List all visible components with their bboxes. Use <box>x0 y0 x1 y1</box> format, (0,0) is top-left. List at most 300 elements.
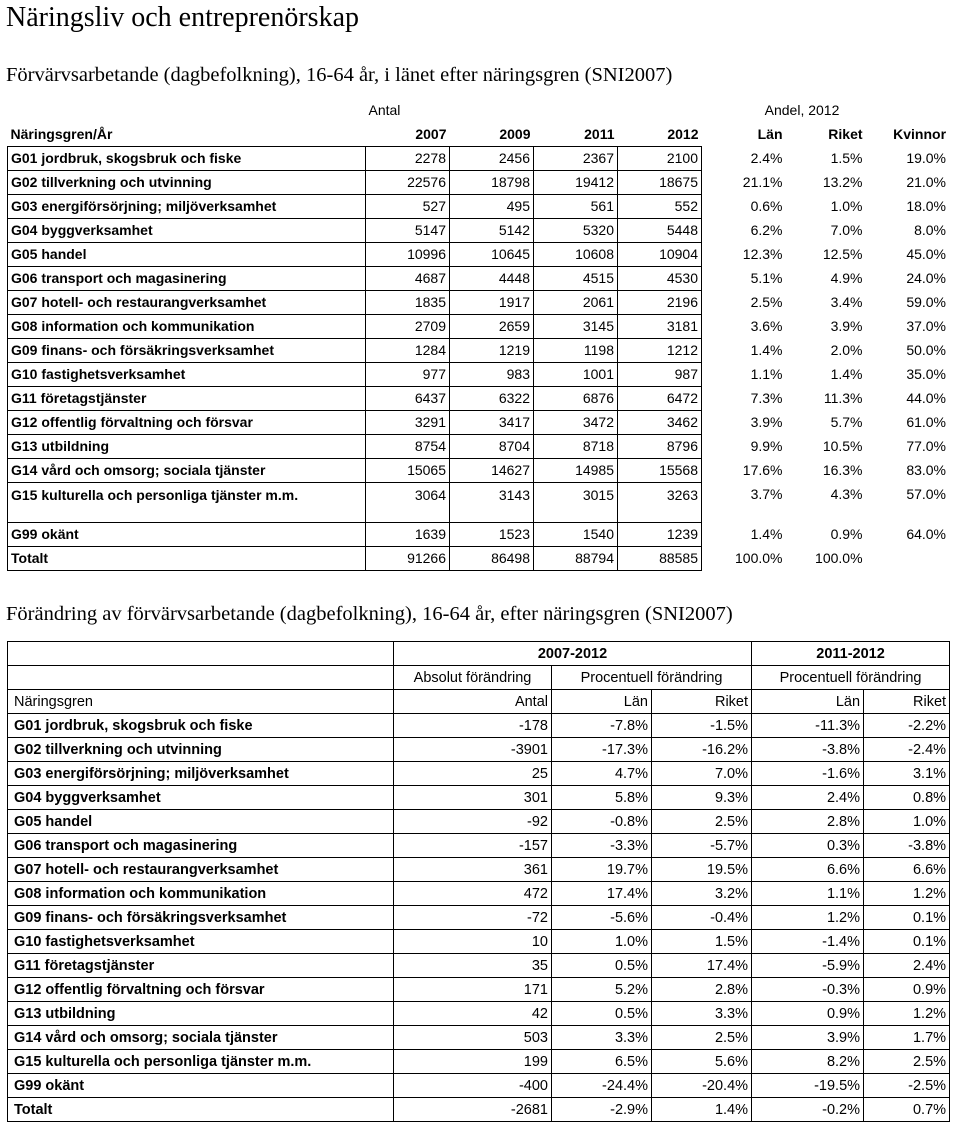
row-label: G09 finans- och försäkringsverksamhet <box>8 338 366 362</box>
cell-value: 1.2% <box>752 906 864 930</box>
row-label: G11 företagstjänster <box>8 954 394 978</box>
cell-value: 17.6% <box>742 462 783 478</box>
row-label: G10 fastighetsverksamhet <box>8 362 366 386</box>
row-label: G15 kulturella och personliga tjänster m.m. <box>8 482 366 522</box>
cell-value: 91266 <box>366 546 450 570</box>
cell-value: 11.3% <box>823 390 863 406</box>
row-label: G07 hotell- och restaurangverksamhet <box>8 290 366 314</box>
cell-value: 2.5% <box>864 1050 950 1074</box>
cell-value: -2.4% <box>864 738 950 762</box>
cell-value: 3.3% <box>552 1026 652 1050</box>
cell-value: 2196 <box>618 290 702 314</box>
cell-value: 472 <box>394 882 552 906</box>
table-row <box>8 858 950 882</box>
cell-value: 21.1% <box>742 174 783 190</box>
row-label: G08 information och kommunikation <box>8 882 394 906</box>
cell-value: 495 <box>450 194 534 218</box>
cell-value: -0.3% <box>752 978 864 1002</box>
cell-value: 0.9% <box>752 1002 864 1026</box>
employment-table <box>7 98 950 571</box>
cell-value: -1.5% <box>652 714 752 738</box>
cell-value: 19.5% <box>652 858 752 882</box>
cell-value: -72 <box>394 906 552 930</box>
cell-value: 2.5% <box>652 810 752 834</box>
cell-value: 1917 <box>450 290 534 314</box>
cell-value: 3.2% <box>652 882 752 906</box>
cell-value: -157 <box>394 834 552 858</box>
cell-value <box>866 546 950 570</box>
cell-value: -3901 <box>394 738 552 762</box>
cell-value: 3.6% <box>750 318 783 334</box>
cell-value: 14985 <box>534 458 618 482</box>
row-label: G01 jordbruk, skogsbruk och fiske <box>8 146 366 170</box>
cell-value: 1219 <box>450 338 534 362</box>
cell-value: -178 <box>394 714 552 738</box>
cell-value: 0.9% <box>864 978 950 1002</box>
cell-value: 4530 <box>618 266 702 290</box>
table-row <box>8 738 950 762</box>
cell-value: 88794 <box>534 546 618 570</box>
table-row <box>8 1074 950 1098</box>
cell-value: 987 <box>618 362 702 386</box>
section1-title: Förvärvsarbetande (dagbefolkning), 16-64 år, i länet efter näringsgren (SNI2007) <box>6 64 673 86</box>
cell-value: 3.9% <box>750 414 783 430</box>
cell-value: 45.0% <box>906 246 947 262</box>
cell-value: 1.2% <box>864 882 950 906</box>
cell-value: 0.1% <box>864 930 950 954</box>
section2-title: Förändring av förvärvsarbetande (dagbefolkning), 16-64 år, efter näringsgren (SNI2007) <box>6 603 733 625</box>
cell-value: 8704 <box>450 434 534 458</box>
cell-value: 0.6% <box>750 198 783 214</box>
cell-value: 4515 <box>534 266 618 290</box>
row-label: G14 vård och omsorg; sociala tjänster <box>8 1026 394 1050</box>
change-table <box>7 641 950 1122</box>
table-row <box>8 714 950 738</box>
cell-value: 6876 <box>534 386 618 410</box>
cell-value: 552 <box>618 194 702 218</box>
row-label: G07 hotell- och restaurangverksamhet <box>8 858 394 882</box>
cell-value: 4.3% <box>830 486 863 502</box>
cell-value: 59.0% <box>906 294 947 310</box>
table-row <box>8 762 950 786</box>
cell-value: 3064 <box>366 482 450 522</box>
cell-value: 3472 <box>534 410 618 434</box>
table-row <box>8 194 950 218</box>
column-header: Län <box>752 690 864 714</box>
cell-value: 5320 <box>534 218 618 242</box>
cell-value: 0.1% <box>864 906 950 930</box>
cell-value: 1212 <box>618 338 702 362</box>
table-row <box>8 170 950 194</box>
cell-value: 57.0% <box>906 486 947 502</box>
cell-value: -400 <box>394 1074 552 1098</box>
table-row <box>8 1098 950 1122</box>
table-row <box>8 242 950 266</box>
column-header: Antal <box>394 690 552 714</box>
table-row <box>8 1002 950 1026</box>
cell-value: 6.6% <box>864 858 950 882</box>
cell-value: -0.4% <box>652 906 752 930</box>
cell-value: 5.7% <box>830 414 863 430</box>
cell-value: 2.5% <box>652 1026 752 1050</box>
cell-value: 977 <box>366 362 450 386</box>
cell-value: 2.0% <box>830 342 863 358</box>
cell-value: 199 <box>394 1050 552 1074</box>
cell-value: 3.9% <box>752 1026 864 1050</box>
cell-value: 17.4% <box>552 882 652 906</box>
cell-value: 1523 <box>450 522 534 546</box>
cell-value: -3.8% <box>752 738 864 762</box>
cell-value: 1198 <box>534 338 618 362</box>
sub-header-absolut: Absolut förändring <box>394 666 552 690</box>
cell-value: 1001 <box>534 362 618 386</box>
cell-value: 24.0% <box>906 270 947 286</box>
row-label: G05 handel <box>8 810 394 834</box>
cell-value: 1.0% <box>830 198 863 214</box>
cell-value: 0.7% <box>864 1098 950 1122</box>
column-header: 2009 <box>499 125 531 142</box>
cell-value: 5147 <box>366 218 450 242</box>
table-row <box>8 314 950 338</box>
cell-value: -2.5% <box>864 1074 950 1098</box>
table-row <box>8 458 950 482</box>
table-row <box>8 522 950 546</box>
cell-value: 61.0% <box>906 414 947 430</box>
cell-value: 64.0% <box>906 526 947 542</box>
cell-value: 19412 <box>534 170 618 194</box>
cell-value: 3263 <box>618 482 702 522</box>
group-header-antal: Antal <box>368 102 401 118</box>
cell-value: 4448 <box>450 266 534 290</box>
cell-value: 171 <box>394 978 552 1002</box>
cell-value: 35.0% <box>906 366 947 382</box>
table-row <box>8 1050 950 1074</box>
cell-value: 10.5% <box>822 438 863 454</box>
page-title: Näringsliv och entreprenörskap <box>6 2 359 33</box>
cell-value: 3015 <box>534 482 618 522</box>
cell-value: -5.7% <box>652 834 752 858</box>
column-header: Riket <box>652 690 752 714</box>
table-row <box>8 930 950 954</box>
cell-value: 1.1% <box>752 882 864 906</box>
cell-value: 0.5% <box>552 954 652 978</box>
cell-value: 2.4% <box>752 786 864 810</box>
cell-value: 17.4% <box>652 954 752 978</box>
table-row <box>8 434 950 458</box>
cell-value: 3.9% <box>830 318 863 334</box>
cell-value: -19.5% <box>752 1074 864 1098</box>
row-label: G04 byggverksamhet <box>8 786 394 810</box>
cell-value: 19.0% <box>906 150 947 166</box>
cell-value: 12.3% <box>742 246 783 262</box>
cell-value: 3462 <box>618 410 702 434</box>
cell-value: -3.3% <box>552 834 652 858</box>
table-row <box>8 906 950 930</box>
column-header: Riket <box>864 690 950 714</box>
cell-value: 22576 <box>366 170 450 194</box>
cell-value: 527 <box>366 194 450 218</box>
cell-value: 8.0% <box>914 222 947 238</box>
cell-value: 1.5% <box>652 930 752 954</box>
cell-value: 10 <box>394 930 552 954</box>
row-label: G02 tillverkning och utvinning <box>8 738 394 762</box>
cell-value: 15065 <box>366 458 450 482</box>
cell-value: 4687 <box>366 266 450 290</box>
cell-value: 18798 <box>450 170 534 194</box>
cell-value: 44.0% <box>906 390 947 406</box>
change-table-body <box>8 714 950 1122</box>
cell-value: -0.8% <box>552 810 652 834</box>
cell-value: 6.2% <box>750 222 783 238</box>
cell-value: 3143 <box>450 482 534 522</box>
cell-value: 8718 <box>534 434 618 458</box>
row-label: G03 energiförsörjning; miljöverksamhet <box>8 194 366 218</box>
row-header-label: Näringsgren <box>8 690 394 714</box>
cell-value: -16.2% <box>652 738 752 762</box>
cell-value: 6.5% <box>552 1050 652 1074</box>
cell-value: 8.2% <box>752 1050 864 1074</box>
cell-value: 2061 <box>534 290 618 314</box>
row-label: G12 offentlig förvaltning och försvar <box>8 410 366 434</box>
row-label: G02 tillverkning och utvinning <box>8 170 366 194</box>
column-header: 2011 <box>584 125 615 142</box>
cell-value: 10996 <box>366 242 450 266</box>
cell-value: 5.6% <box>652 1050 752 1074</box>
cell-value: 0.8% <box>864 786 950 810</box>
cell-value: 25 <box>394 762 552 786</box>
cell-value: 2100 <box>618 146 702 170</box>
table-row <box>8 810 950 834</box>
table-row <box>8 1026 950 1050</box>
cell-value: -2.2% <box>864 714 950 738</box>
table-row <box>8 978 950 1002</box>
cell-value: -1.6% <box>752 762 864 786</box>
cell-value: 301 <box>394 786 552 810</box>
cell-value: 0.3% <box>752 834 864 858</box>
cell-value: -5.9% <box>752 954 864 978</box>
cell-value: 1.4% <box>830 366 863 382</box>
cell-value: 12.5% <box>822 246 863 262</box>
cell-value: 2278 <box>366 146 450 170</box>
cell-value: -20.4% <box>652 1074 752 1098</box>
cell-value: -2681 <box>394 1098 552 1122</box>
cell-value: 561 <box>534 194 618 218</box>
row-header-label: Näringsgren/År <box>10 125 113 142</box>
cell-value: 50.0% <box>906 342 947 358</box>
cell-value: 6322 <box>450 386 534 410</box>
period-header-2007-2012: 2007-2012 <box>394 642 752 666</box>
table-row <box>8 546 950 570</box>
cell-value: 1.4% <box>750 342 783 358</box>
cell-value: 9.9% <box>750 438 783 454</box>
cell-value: 100.0% <box>815 550 863 566</box>
cell-value: 3291 <box>366 410 450 434</box>
cell-value: 1835 <box>366 290 450 314</box>
column-header: Län <box>757 126 783 142</box>
cell-value: 5.8% <box>552 786 652 810</box>
sub-header-procent-2: Procentuell förändring <box>752 666 950 690</box>
cell-value: 3.1% <box>864 762 950 786</box>
cell-value: 2.4% <box>864 954 950 978</box>
cell-value: 83.0% <box>906 462 947 478</box>
cell-value: 13.2% <box>822 174 863 190</box>
column-header: 2007 <box>415 125 447 142</box>
table-row <box>8 146 950 170</box>
row-label: G08 information och kommunikation <box>8 314 366 338</box>
cell-value: -11.3% <box>752 714 864 738</box>
employment-table-body <box>8 146 950 570</box>
cell-value: 3.4% <box>830 294 863 310</box>
cell-value: 4.7% <box>552 762 652 786</box>
cell-value: 2.5% <box>750 294 783 310</box>
cell-value: 3.3% <box>652 1002 752 1026</box>
cell-value: 4.9% <box>830 270 863 286</box>
cell-value: 42 <box>394 1002 552 1026</box>
cell-value: 6472 <box>618 386 702 410</box>
cell-value: 1.0% <box>864 810 950 834</box>
row-label: G11 företagstjänster <box>8 386 366 410</box>
cell-value: 7.3% <box>750 390 783 406</box>
cell-value: 35 <box>394 954 552 978</box>
cell-value: 100.0% <box>735 550 783 566</box>
cell-value: 2367 <box>534 146 618 170</box>
table-row <box>8 290 950 314</box>
row-label: G09 finans- och försäkringsverksamhet <box>8 906 394 930</box>
cell-value: 0.5% <box>552 1002 652 1026</box>
cell-value: 2456 <box>450 146 534 170</box>
cell-value: 2709 <box>366 314 450 338</box>
cell-value: 10904 <box>618 242 702 266</box>
column-header: 2012 <box>667 125 699 142</box>
table-row <box>8 410 950 434</box>
cell-value: 88585 <box>618 546 702 570</box>
cell-value: 7.0% <box>652 762 752 786</box>
cell-value: 6437 <box>366 386 450 410</box>
cell-value: 16.3% <box>822 462 863 478</box>
cell-value: 1.1% <box>750 366 783 382</box>
cell-value: 6.6% <box>752 858 864 882</box>
table-row <box>8 954 950 978</box>
cell-value: 1284 <box>366 338 450 362</box>
cell-value: 2.8% <box>652 978 752 1002</box>
cell-value: 1.4% <box>652 1098 752 1122</box>
column-header: Kvinnor <box>893 126 947 142</box>
period-header-2011-2012: 2011-2012 <box>752 642 950 666</box>
cell-value: 10608 <box>534 242 618 266</box>
row-label: G12 offentlig förvaltning och försvar <box>8 978 394 1002</box>
column-header: Riket <box>828 126 863 142</box>
cell-value: 1.4% <box>750 526 783 542</box>
row-label: G10 fastighetsverksamhet <box>8 930 394 954</box>
row-label: G01 jordbruk, skogsbruk och fiske <box>8 714 394 738</box>
cell-value: 18.0% <box>906 198 947 214</box>
cell-value: 0.9% <box>830 526 863 542</box>
row-label: G03 energiförsörjning; miljöverksamhet <box>8 762 394 786</box>
cell-value: 15568 <box>618 458 702 482</box>
cell-value: 1.0% <box>552 930 652 954</box>
cell-value: 3145 <box>534 314 618 338</box>
row-label: G13 utbildning <box>8 1002 394 1026</box>
cell-value: 5142 <box>450 218 534 242</box>
cell-value: 2.8% <box>752 810 864 834</box>
cell-value: 10645 <box>450 242 534 266</box>
table-row <box>8 834 950 858</box>
cell-value: 9.3% <box>652 786 752 810</box>
cell-value: 21.0% <box>906 174 947 190</box>
cell-value: 503 <box>394 1026 552 1050</box>
cell-value: 983 <box>450 362 534 386</box>
row-label: Totalt <box>8 1098 394 1122</box>
cell-value: 14627 <box>450 458 534 482</box>
table-row <box>8 386 950 410</box>
row-label: G06 transport och magasinering <box>8 834 394 858</box>
cell-value: 37.0% <box>906 318 947 334</box>
cell-value: -24.4% <box>552 1074 652 1098</box>
sub-header-procent-1: Procentuell förändring <box>552 666 752 690</box>
table-row <box>8 338 950 362</box>
cell-value: 1.7% <box>864 1026 950 1050</box>
cell-value: 2659 <box>450 314 534 338</box>
table-row <box>8 362 950 386</box>
cell-value: 2.4% <box>750 150 783 166</box>
cell-value: 18675 <box>618 170 702 194</box>
group-header-andel: Andel, 2012 <box>764 102 840 118</box>
cell-value: -17.3% <box>552 738 652 762</box>
row-label: G06 transport och magasinering <box>8 266 366 290</box>
column-header: Län <box>552 690 652 714</box>
cell-value: -5.6% <box>552 906 652 930</box>
table-row <box>8 786 950 810</box>
cell-value: 3.7% <box>750 486 783 502</box>
cell-value: -0.2% <box>752 1098 864 1122</box>
row-label: G15 kulturella och personliga tjänster m.m. <box>8 1050 394 1074</box>
cell-value: 5.2% <box>552 978 652 1002</box>
cell-value: 5.1% <box>750 270 783 286</box>
cell-value: 77.0% <box>906 438 947 454</box>
cell-value: -1.4% <box>752 930 864 954</box>
cell-value: -7.8% <box>552 714 652 738</box>
cell-value: 1.5% <box>830 150 863 166</box>
cell-value: -2.9% <box>552 1098 652 1122</box>
table-row <box>8 882 950 906</box>
table-row <box>8 266 950 290</box>
table-row <box>8 218 950 242</box>
cell-value: 1540 <box>534 522 618 546</box>
cell-value: 3181 <box>618 314 702 338</box>
cell-value: 86498 <box>450 546 534 570</box>
cell-value: 5448 <box>618 218 702 242</box>
cell-value: 1.2% <box>864 1002 950 1026</box>
cell-value: 3417 <box>450 410 534 434</box>
row-label: G04 byggverksamhet <box>8 218 366 242</box>
row-label: G13 utbildning <box>8 434 366 458</box>
row-label: G14 vård och omsorg; sociala tjänster <box>8 458 366 482</box>
cell-value: 8796 <box>618 434 702 458</box>
table-row <box>8 482 950 522</box>
cell-value: 1639 <box>366 522 450 546</box>
cell-value: 7.0% <box>830 222 863 238</box>
row-label: G05 handel <box>8 242 366 266</box>
cell-value: 1239 <box>618 522 702 546</box>
row-label: G99 okänt <box>8 522 366 546</box>
cell-value: 361 <box>394 858 552 882</box>
cell-value: -92 <box>394 810 552 834</box>
cell-value: 8754 <box>366 434 450 458</box>
cell-value: 19.7% <box>552 858 652 882</box>
cell-value: -3.8% <box>864 834 950 858</box>
row-label: Totalt <box>8 546 366 570</box>
row-label: G99 okänt <box>8 1074 394 1098</box>
